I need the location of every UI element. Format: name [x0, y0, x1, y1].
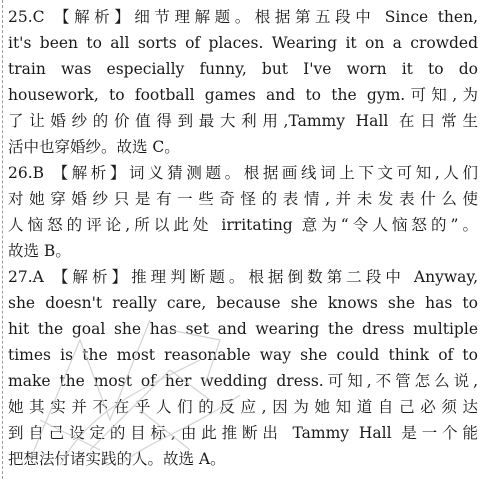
answer-27-line-6: 她其实并不在乎人们的反应,因为她知道自己必须达	[8, 398, 478, 416]
page-left-border	[2, 0, 3, 479]
answer-25-line-6: 活中也穿婚纱。故选 C。	[8, 138, 180, 156]
answer-26-line-3: 人恼怒的评论,所以此处 irritating 意为“令人恼怒的”。	[8, 216, 478, 234]
answer-item-25	[8, 4, 478, 160]
answer-item-27	[8, 264, 478, 472]
answer-25-line-4: housework, to football games and to the gym.可知,为	[8, 86, 478, 104]
answer-27-line-8: 把想法付诸实践的人。故选 A。	[8, 450, 226, 468]
answer-26-line-1: 26.B 【解析】词义猜测题。根据画线词上下文可知,人们	[8, 164, 478, 182]
answer-27-line-3: hit the goal she has set and wearing the dress multiple	[8, 320, 478, 338]
answer-27-line-1: 27.A 【解析】推理判断题。根据倒数第二段中 Anyway,	[8, 268, 478, 286]
answer-explanations	[8, 4, 478, 472]
answer-item-26	[8, 160, 478, 264]
answer-26-line-2: 对她穿婚纱只是有一些奇怪的表情,并未发表什么使	[8, 190, 478, 208]
answer-25-line-1: 25.C 【解析】细节理解题。根据第五段中 Since then,	[8, 8, 478, 26]
answer-25-line-2: it's been to all sorts of places. Wearing it on a crowded	[8, 34, 478, 52]
answer-26-line-4: 故选 B。	[8, 242, 71, 260]
answer-25-line-5: 了让婚纱的价值得到最大利用,Tammy Hall 在日常生	[8, 112, 478, 130]
answer-27-line-5: make the most of her wedding dress.可知,不管怎么说,	[8, 372, 478, 390]
answer-25-line-3: train was especially funny, but I've worn it to do	[8, 60, 478, 78]
answer-27-line-4: times is the most reasonable way she could think of to	[8, 346, 478, 364]
answer-27-line-7: 到自己设定的目标,由此推断出 Tammy Hall 是一个能	[8, 424, 478, 442]
answer-27-line-2: she doesn't really care, because she knows she has to	[8, 294, 478, 312]
